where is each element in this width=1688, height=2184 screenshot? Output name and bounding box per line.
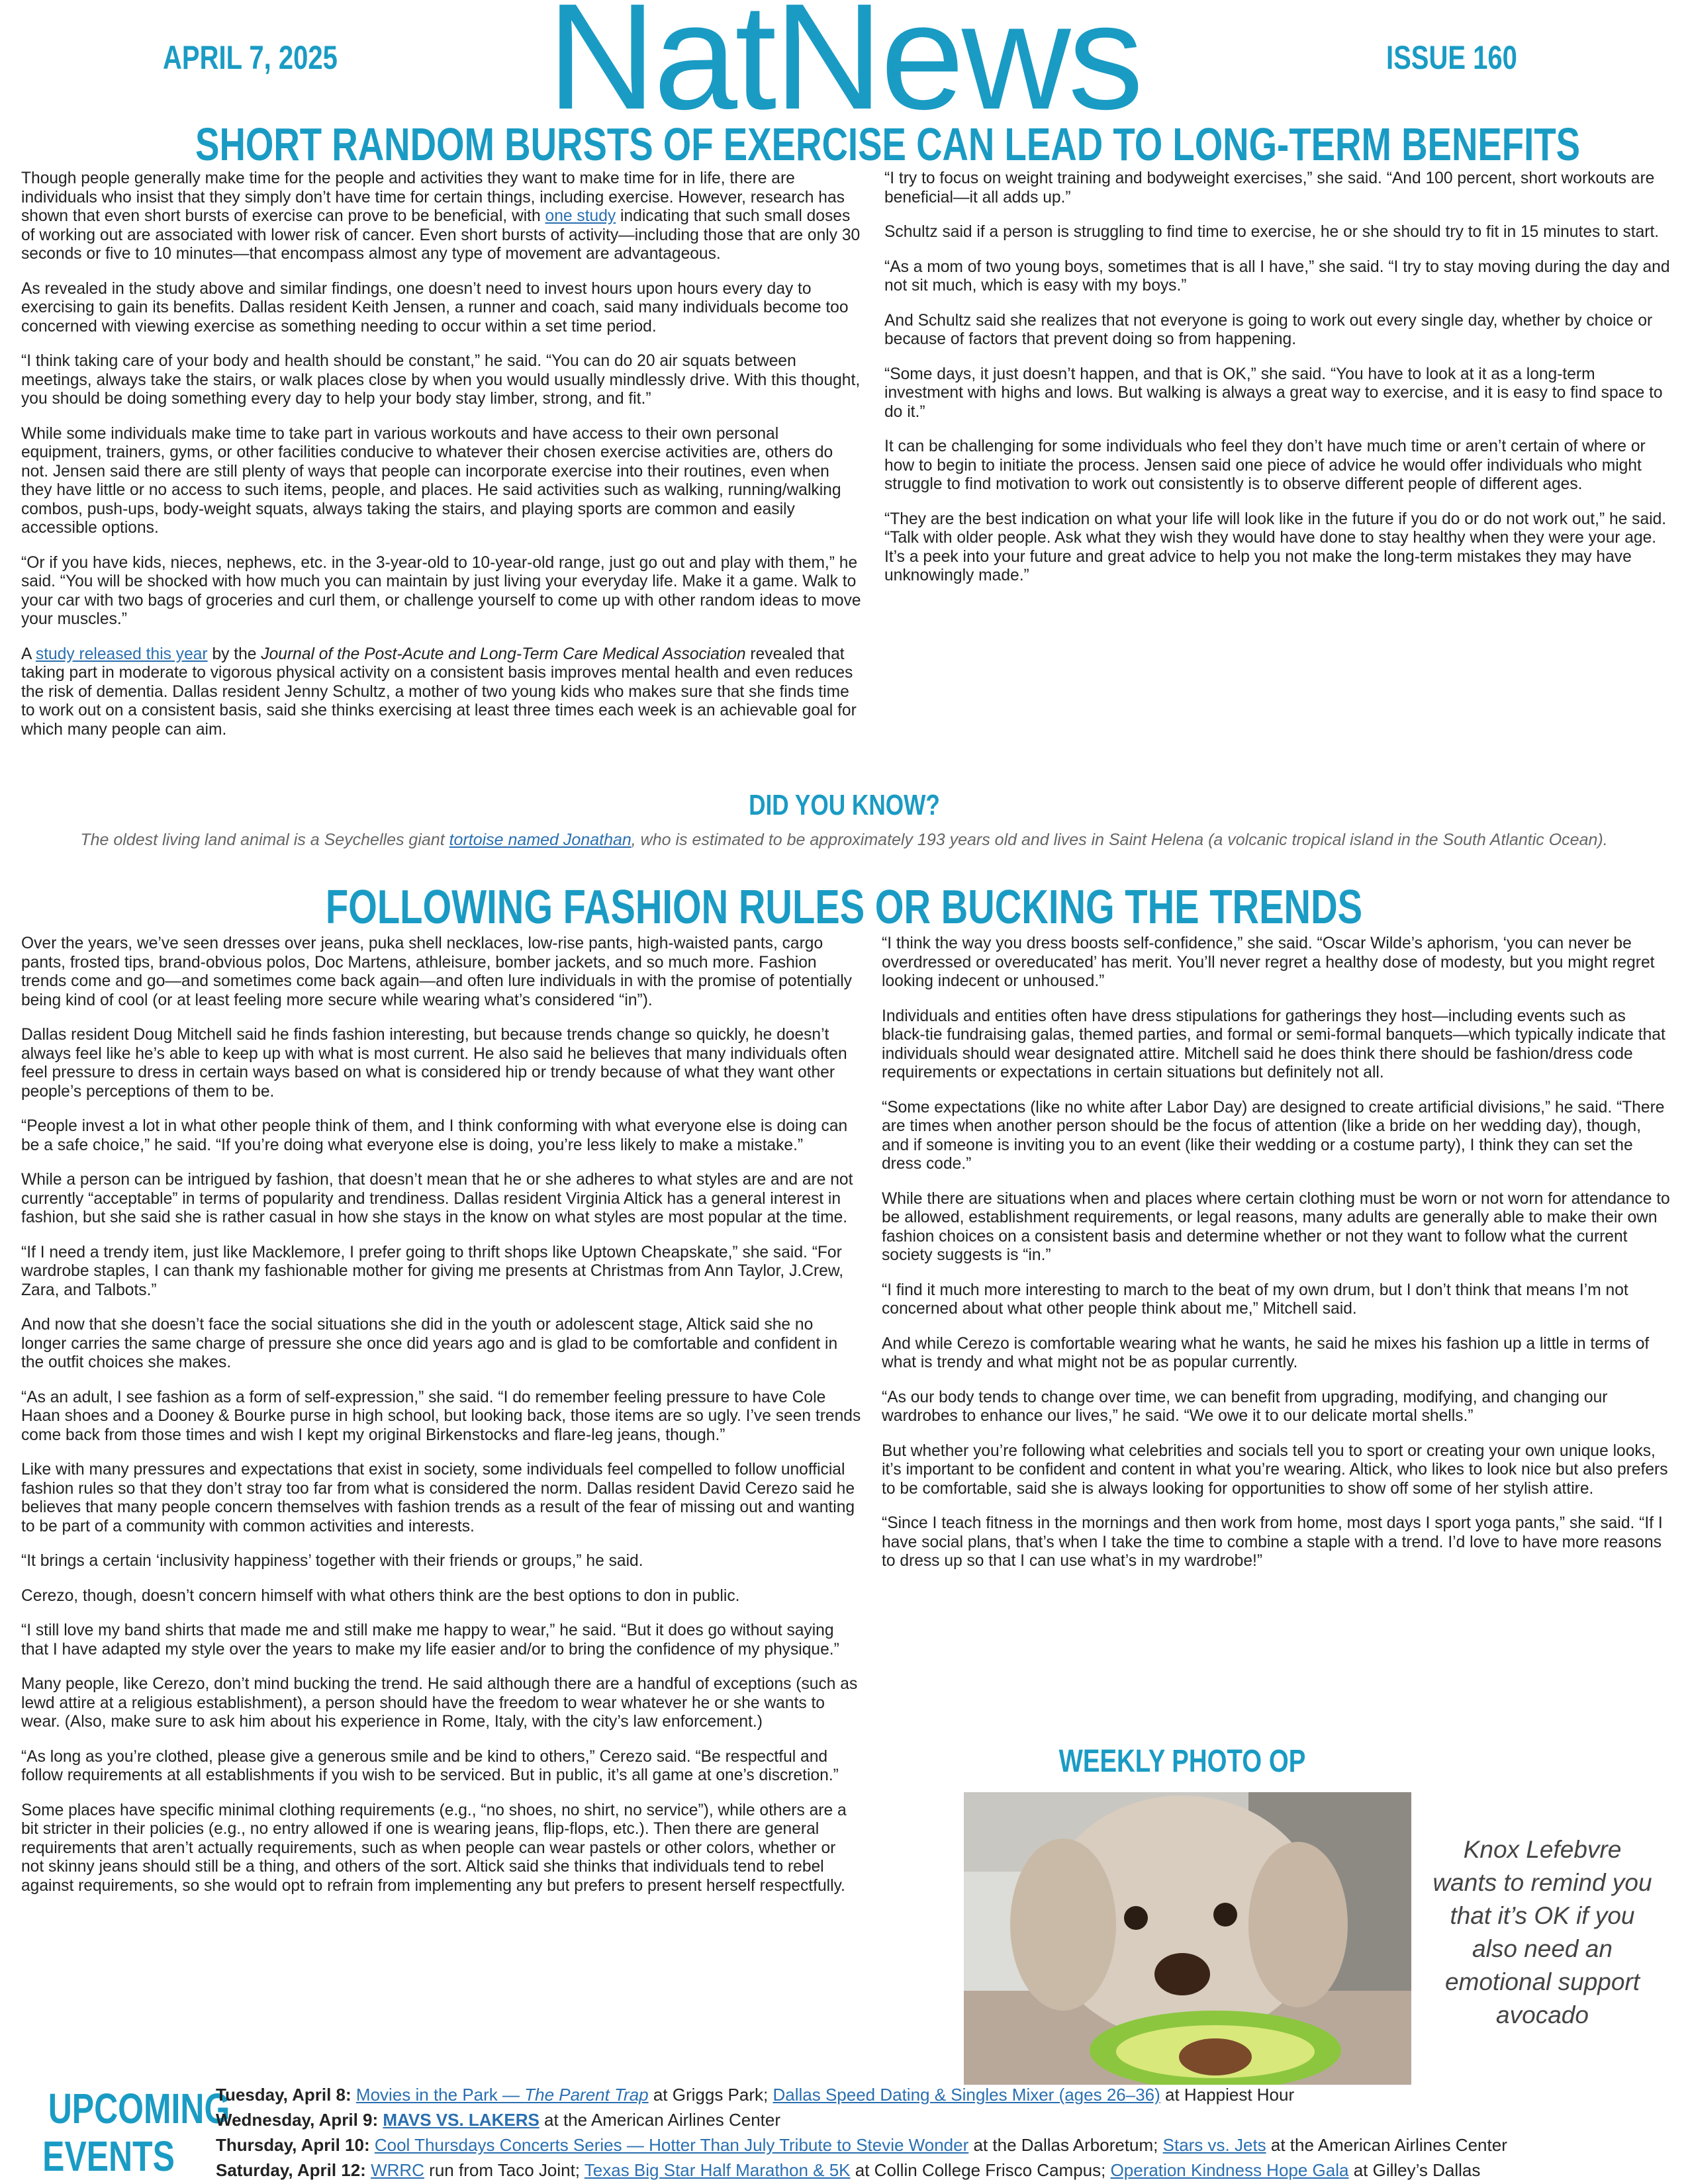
wrrc-link[interactable]: WRRC bbox=[371, 2160, 424, 2180]
paragraph: But whether you’re following what celebrities and socials tell you to sport or creating your own unique looks, it’s important to be confident and content in what you’re wearing. Altick, who likes to look nice but also prefers to be comfortable, said she is always looking for opportunities to show off some of her stylish attire. bbox=[882, 1441, 1668, 1498]
mavs-vs-lakers-link[interactable]: MAVS VS. LAKERS bbox=[383, 2110, 539, 2130]
did-you-know-text: The oldest living land animal is a Seychelles giant tortoise named Jonathan, who is estimated to be approximately 193 years old and lives in Saint Helena (a volcanic tropical island in the South Atlantic Ocean). bbox=[80, 831, 1608, 849]
paragraph: “I think taking care of your body and health should be constant,” he said. “You can do 20 air squats between meetings, always take the stairs, or walk places close by when you would usually mindlessly drive. With this thought, you should be doing something every day to help your body stay limber, strong, and fit.” bbox=[21, 352, 861, 408]
paragraph: “Since I teach fitness in the mornings and then work from home, most days I sport yoga pants,” she said. “If I have social plans, that’s when I take the time to combine a staple with a trend. I’d love to have more reasons to dress up so that I can use what’s in my wardrobe!” bbox=[882, 1514, 1663, 1570]
paragraph: Dallas resident Doug Mitchell said he finds fashion interesting, but because trends change so quickly, he doesn’t always feel like he’s able to keep up with what is most current. He also said he believes that many individuals often feel pressure to dress in certain ways based on what is considered hip or trendy because of what they want other people’s perceptions of them to be. bbox=[21, 1026, 847, 1101]
paragraph: “Some days, it just doesn’t happen, and that is OK,” she said. “You have to look at it as a long-term investment with highs and lows. But walking is always a great way to exercise, and it is easy to find space to do it.” bbox=[884, 365, 1663, 421]
paragraph: Many people, like Cerezo, don’t mind bucking the trend. He said although there are a handful of exceptions (such as lewd attire at a religious establishment), a person should have the freedom to wear whatever he or she wants to wear. (Also, make sure to ask him about his experience in Rome, Italy, with the city’s law enforcement.) bbox=[21, 1675, 858, 1731]
issue-number: ISSUE 160 bbox=[1386, 39, 1517, 76]
paragraph: Cerezo, though, doesn’t concern himself with what others think are the best options to don in public. bbox=[21, 1586, 740, 1605]
upcoming-events-title: UPCOMING EVENTS bbox=[42, 2085, 230, 2180]
event-row-tuesday: Tuesday, April 8: Movies in the Park — The Parent Trap at Griggs Park; Dallas Speed Dating & Singles Mixer (ages 26–36) at Happiest Hour bbox=[216, 2085, 1295, 2105]
study-released-link[interactable]: study released this year bbox=[35, 645, 208, 663]
stars-vs-jets-link[interactable]: Stars vs. Jets bbox=[1162, 2135, 1266, 2155]
masthead-title: NatNews bbox=[547, 0, 1141, 141]
paragraph: While some individuals make time to take part in various workouts and have access to their own personal equipment, trainers, gyms, or other facilities conducive to whatever their chosen exercise activities are, others do not. Jensen said there are still plenty of ways that people can incorporate exercise into their routines, even when they have little or no access to such items, people, and places. He said activities such as walking, running/walking combos, push-ups, body-weight squats, always taking the stairs, and playing sports are common and easily accessible options. bbox=[21, 424, 841, 537]
paragraph: “I find it much more interesting to march to the beat of my own drum, but I don’t think that means I’m not concerned about what other people think about me,” Mitchell said. bbox=[882, 1281, 1628, 1318]
article-2-column-2 bbox=[882, 934, 1672, 1743]
operation-kindness-link[interactable]: Operation Kindness Hope Gala bbox=[1110, 2160, 1349, 2180]
paragraph: “As an adult, I see fashion as a form of self-expression,” she said. “I do remember feeling pressure to have Cole Haan shoes and a Dooney & Bourke purse in high school, but looking back, those items are so ugly. I’ve seen trends come back from those times and wish I kept my original Birkenstocks and flare-leg jeans, though.” bbox=[21, 1388, 861, 1444]
paragraph: “I try to focus on weight training and bodyweight exercises,” she said. “And 100 percent, short workouts are beneficial—it all adds up.” bbox=[884, 169, 1655, 206]
paragraph: Schultz said if a person is struggling to find time to exercise, he or she should try to fit in 15 minutes to start. bbox=[884, 223, 1660, 241]
paragraph: And while Cerezo is comfortable wearing what he wants, he said he mixes his fashion up a little in terms of what is trendy and what might not be as popular currently. bbox=[882, 1334, 1650, 1371]
article-1-headline: SHORT RANDOM BURSTS OF EXERCISE CAN LEAD TO LONG-TERM BENEFITS bbox=[195, 118, 1581, 170]
cool-thursdays-link[interactable]: Cool Thursdays Concerts Series — Hotter Than July Tribute to Stevie Wonder bbox=[374, 2135, 969, 2155]
paragraph: “I still love my band shirts that made me and still make me happy to wear,” he said. “But it does go without saying that I have adapted my style over the years to make my life easier and/or to bring the confidence of my physique.” bbox=[21, 1621, 839, 1659]
paragraph: “People invest a lot in what other people think of them, and I think conforming with what everyone else is doing can be a safe choice,” he said. “If you’re doing what everyone else is doing, you’re less likely to make a mistake.” bbox=[21, 1117, 848, 1154]
event-row-saturday: Saturday, April 12: WRRC run from Taco Joint; Texas Big Star Half Marathon & 5K at Collin College Frisco Campus; Operation Kindness Hope Gala at Gilley’s Dallas bbox=[216, 2160, 1481, 2180]
big-star-half-marathon-link[interactable]: Texas Big Star Half Marathon & 5K bbox=[584, 2160, 851, 2180]
article-2-column-1 bbox=[21, 934, 862, 2078]
paragraph: It can be challenging for some individuals who feel they don’t have much time or aren’t certain of where or how to begin to initiate the process. Jensen said one piece of advice he would offer individuals who might struggle to find motivation to work out consistently is to observe different people of different ages. bbox=[884, 437, 1646, 493]
paragraph: “As a mom of two young boys, sometimes that is all I have,” she said. “I try to stay moving during the day and not sit much, which is easy with my boys.” bbox=[884, 257, 1670, 295]
paragraph: Some places have specific minimal clothing requirements (e.g., “no shoes, no shirt, no service”), while others are a bit stricter in their policies (e.g., no entry allowed if one is wearing jeans, flip-flops, etc.). Then there are general requirements that aren’t actually requirements, such as when people can wear pastels or other colors, whether or not skinny jeans should still be a thing, and others of the sort. Altick said she thinks that individuals tend to rebel against requirements, so she would opt to refrain from implementing any but prefers to present herself respectfully. bbox=[21, 1801, 847, 1895]
paragraph: “If I need a trendy item, just like Macklemore, I prefer going to thrift shops like Uptown Cheapskate,” she said. “For wardrobe staples, I can thank my fashionable mother for giving me presents at Christmas from Ann Taylor, J.Crew, Zara, and Talbots.” bbox=[21, 1243, 844, 1299]
article-1-column-1 bbox=[21, 169, 862, 773]
photo-caption: Knox Lefebvre wants to remind you that it’s OK if you also need an emotional support avocado bbox=[1432, 1836, 1652, 2028]
event-row-thursday: Thursday, April 10: Cool Thursdays Concerts Series — Hotter Than July Tribute to Stevie Wonder at the Dallas Arboretum; Stars vs. Jets at the American Airlines Center bbox=[216, 2135, 1507, 2155]
event-row-wednesday: Wednesday, April 9: MAVS VS. LAKERS at the American Airlines Center bbox=[216, 2110, 780, 2130]
paragraph: As revealed in the study above and similar findings, one doesn’t need to invest hours upon hours every day to exercising to gain its benefits. Dallas resident Keith Jensen, a runner and coach, said many individuals become too concerned with viewing exercise as something needing to occur within a set time period. bbox=[21, 279, 849, 336]
speed-dating-link[interactable]: Dallas Speed Dating & Singles Mixer (ages 26–36) bbox=[773, 2085, 1160, 2105]
movies-in-the-park-link[interactable]: Movies in the Park — The Parent Trap bbox=[355, 2085, 649, 2105]
paragraph: “It brings a certain ‘inclusivity happiness’ together with their friends or groups,” he said. bbox=[21, 1552, 643, 1570]
one-study-link[interactable]: one study bbox=[545, 207, 616, 225]
dog-photo bbox=[964, 1792, 1411, 2085]
paragraph: Though people generally make time for the people and activities they want to make time for in life, there are individuals who insist that they simply don’t have time for certain things, including exercise. However, research has shown that even short bursts of exercise can prove to be beneficial, with one study indicating that such small doses of working out are associated with lower risk of cancer. Even short bursts of activity—including those that are only 30 seconds or five to 10 minutes—that encompass almost any type of movement are advantageous. bbox=[21, 169, 861, 263]
paragraph: And now that she doesn’t face the social situations she did in the youth or adolescent stage, Altick said she no longer carries the same charge of pressure she once did years ago and is glad to be comfortable and confident in the outfit choices she makes. bbox=[21, 1316, 838, 1371]
paragraph: “Or if you have kids, nieces, nephews, etc. in the 3-year-old to 10-year-old range, just go out and play with them,” he said. “You will be shocked with how much you can maintain by just living your everyday life. Make it a game. Walk to your car with two bags of groceries and curl them, or challenge yourself to come up with other random ideas to move your muscles.” bbox=[21, 553, 861, 628]
paragraph: “Some expectations (like no white after Labor Day) are designed to create artificial divisions,” he said. “There are times when another person should be the focus of attention (like a bride on her wedding day), though, and if someone is inviting you to an event (like their wedding or a costume party), I think they can set the dress code.” bbox=[882, 1098, 1665, 1173]
paragraph: And Schultz said she realizes that not everyone is going to work out every single day, whether by choice or because of factors that prevent doing so from happening. bbox=[884, 311, 1653, 348]
paragraph: “They are the best indication on what your life will look like in the future if you do or do not work out,” he said. “Talk with older people. Ask what they wish they would have done to stay healthy when they were your age. It’s a peek into your future and great advice to help you not make the long-term mistakes they may have unknowingly made.” bbox=[884, 510, 1667, 584]
paragraph: “As our body tends to change over time, we can benefit from upgrading, modifying, and changing our wardrobes to enhance our lives,” he said. “We owe it to our delicate mortal shells.” bbox=[882, 1388, 1608, 1425]
tortoise-link[interactable]: tortoise named Jonathan bbox=[449, 831, 632, 849]
issue-date: APRIL 7, 2025 bbox=[163, 39, 338, 76]
paragraph: Individuals and entities often have dress stipulations for gatherings they host—including events such as black-tie fundraising galas, themed parties, and formal or semi-formal banquets—which typically indicate that individuals should wear designated attire. Mitchell said he does think there should be fashion/dress code requirements or expectations in certain situations but definitely not all. bbox=[882, 1007, 1665, 1081]
dog-with-avocado-image bbox=[964, 1792, 1411, 2085]
paragraph: “As long as you’re clothed, please give a generous smile and be kind to others,” Cerezo said. “Be respectful and follow requirements at all establishments if you wish to be serviced. But in public, it’s all game at one’s discretion.” bbox=[21, 1747, 839, 1784]
photo-op-title: WEEKLY PHOTO OP bbox=[1058, 1744, 1306, 1779]
paragraph: Like with many pressures and expectations that exist in society, some individuals feel compelled to follow unofficial fashion rules so that they don’t stray too far from what is considered the norm. Dallas resident David Cerezo said he believes that many people concern themselves with fashion trends as a result of the fear of missing out and wanting to be part of a community with common activities and interests. bbox=[21, 1461, 855, 1535]
article-1-column-2 bbox=[884, 169, 1672, 765]
article-2-headline: FOLLOWING FASHION RULES OR BUCKING THE TRENDS bbox=[325, 881, 1363, 934]
paragraph: While there are situations when and places where certain clothing must be worn or not worn for attendance to be allowed, establishment requirements, or legal reasons, many adults are generally able to make their own fashion choices on a consistent basis and determine whether or not they want to follow what the current society suggests is “in.” bbox=[882, 1189, 1670, 1264]
paragraph: “I think the way you dress boosts self-confidence,” she said. “Oscar Wilde’s aphorism, ‘you can never be overdressed or overeducated’ has merit. You’ll never regret a healthy dose of modesty, but you might regret looking indecent or unhoused.” bbox=[882, 934, 1655, 990]
events-list bbox=[216, 2082, 1672, 2183]
paragraph: While a person can be intrigued by fashion, that doesn’t mean that he or she adheres to what styles are and are not currently “acceptable” in terms of popularity and trendiness. Dallas resident Virginia Altick has a general interest in fashion, but she said she is rather casual in how she stays in the know on what styles are most popular at the time. bbox=[21, 1171, 853, 1226]
paragraph: A study released this year by the Journal of the Post-Acute and Long-Term Care Medical Association revealed that taking part in moderate to vigorous physical activity on a consistent basis improves mental health and even reduces the risk of dementia. Dallas resident Jenny Schultz, a mother of two young kids who makes sure that she finds time to work out on a consistent basis, said she thinks exercising at least three times each week is an achievable goal for which many people can aim. bbox=[21, 645, 857, 739]
paragraph: Over the years, we’ve seen dresses over jeans, puka shell necklaces, low-rise pants, high-waisted pants, cargo pants, frosted tips, brand-obvious polos, Doc Martens, athleisure, bomber jackets, and so much more. Fashion trends come and go—and sometimes come back again—and often lure individuals in with the promise of potentially being kind of cool (or at least feeling more secure while wearing what’s considered “in”). bbox=[21, 934, 852, 1009]
did-you-know-title: DID YOU KNOW? bbox=[748, 789, 940, 821]
